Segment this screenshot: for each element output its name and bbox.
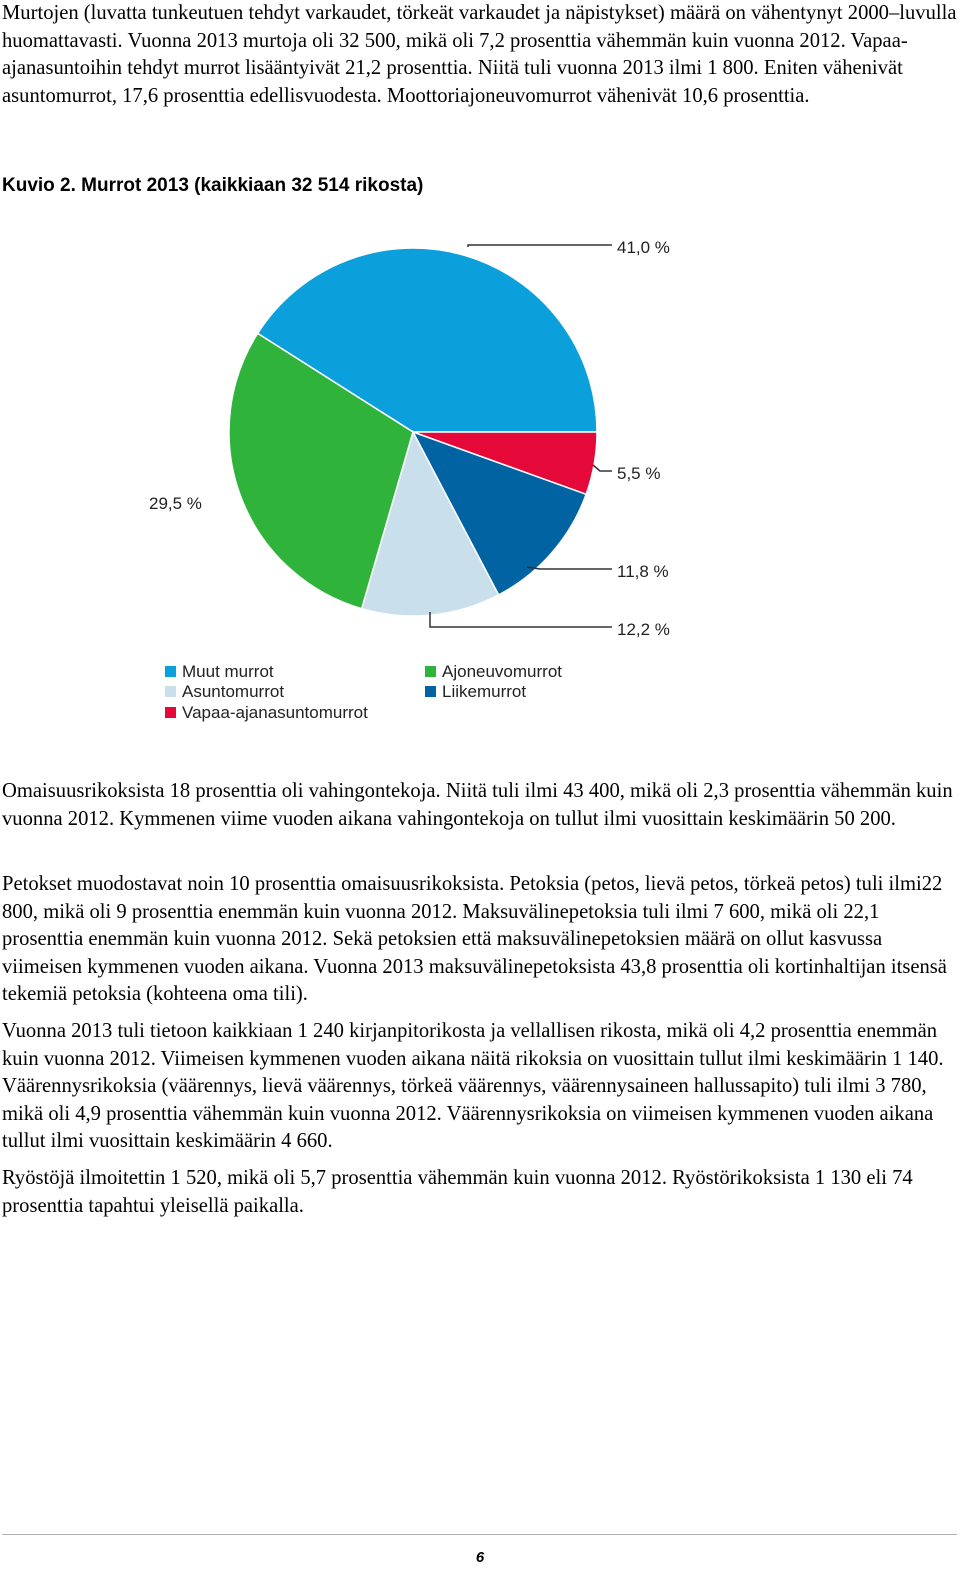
- figure-title: Kuvio 2. Murrot 2013 (kaikkiaan 32 514 rikosta): [2, 175, 424, 196]
- legend-swatch-muut-murrot: [165, 666, 176, 677]
- legend-swatch-asuntomurrot: [165, 686, 176, 697]
- leader-line-muut-murrot: [468, 245, 612, 247]
- legend-item-asuntomurrot: [165, 682, 284, 701]
- legend-label-ajoneuvomurrot: Ajoneuvomurrot: [442, 662, 563, 681]
- legend-swatch-ajoneuvomurrot: [425, 666, 436, 677]
- data-label-liikemurrot: 11,8 %: [617, 562, 669, 581]
- legend-swatch-vapaa-ajanasuntomurrot: [165, 707, 176, 718]
- accounting-crime-paragraph: Vuonna 2013 tuli tietoon kaikkiaan 1 240 kirjanpitorikosta ja vellallisen rikosta, mikä oli 4,2 prosenttia enemmän kuin vuonna 2012. Viimeisen kymmenen vuoden aikana näitä rikoksia on vuosittain tullut ilmi keskimäärin 1 140. Väärennysrikoksia (väärennys, lievä väärennys, törkeä väärennys, väärennysaineen hallussapito) tuli ilmi 3 780, mikä oli 4,9 prosenttia vähemmän kuin vuonna 2012. Väärennysrikoksia on viimeisen kymmenen vuoden aikana tullut ilmi vuosittain keskimäärin 4 660.: [2, 1020, 944, 1152]
- intro-paragraph: Murtojen (luvatta tunkeutuen tehdyt varkaudet, törkeät varkaudet ja näpistykset) määrä on vähentynyt 2000–luvulla huomattavasti. Vuonna 2013 murtoja oli 32 500, mikä oli 7,2 prosenttia vähemmän kuin vuonna 2012. Vapaa-ajanasuntoihin tehdyt murrot lisääntyivät 21,2 prosenttia. Niitä tuli vuonna 2013 ilmi 1 800. Eniten vähenivät asuntomurrot, 17,6 prosenttia edellisvuodesta. Moottoriajoneuvomurrot vähenivät 10,6 prosenttia.: [2, 2, 957, 107]
- data-label-asuntomurrot: 12,2 %: [617, 620, 670, 639]
- data-label-ajoneuvomurrot: 29,5 %: [149, 494, 202, 513]
- legend-item-ajoneuvomurrot: [425, 662, 562, 681]
- leader-line-liikemurrot: [527, 567, 612, 569]
- legend-swatch-liikemurrot: [425, 686, 436, 697]
- pie-slices: [229, 248, 597, 616]
- legend-label-liikemurrot: Liikemurrot: [442, 682, 527, 701]
- legend-label-asuntomurrot: Asuntomurrot: [182, 682, 285, 701]
- leader-line-asuntomurrot: [430, 612, 612, 627]
- vandalism-paragraph: Omaisuusrikoksista 18 prosenttia oli vahingontekoja. Niitä tuli ilmi 43 400, mikä oli 2,3 prosenttia vähemmän kuin vuonna 2012. Kymmenen viime vuoden aikana vahingontekoja on tullut ilmi vuosittain keskimäärin 50 200.: [2, 780, 953, 830]
- chart-legend: [165, 662, 562, 722]
- legend-label-vapaa-ajanasuntomurrot: Vapaa-ajanasuntomurrot: [182, 703, 368, 722]
- legend-item-muut-murrot: [165, 662, 274, 681]
- data-label-vapaa-ajanasuntomurrot: 5,5 %: [617, 464, 661, 483]
- legend-item-liikemurrot: [425, 682, 526, 701]
- footer-divider: [2, 1534, 957, 1535]
- legend-label-muut-murrot: Muut murrot: [182, 662, 274, 681]
- page-number: 6: [475, 1549, 485, 1566]
- robbery-paragraph: Ryöstöjä ilmoitettin 1 520, mikä oli 5,7 prosenttia vähemmän kuin vuonna 2012. Ryöstörikoksista 1 130 eli 74 prosenttia tapahtui yleisellä paikalla.: [2, 1167, 913, 1217]
- fraud-paragraph: Petokset muodostavat noin 10 prosenttia omaisuusrikoksista. Petoksia (petos, lievä petos, törkeä petos) tuli ilmi22 800, mikä oli 9 prosenttia enemmän kuin vuonna 2012. Maksuvälinepetoksia tuli ilmi 7 600, mikä oli 22,1 prosenttia enemmän kuin vuonna 2012. Sekä petoksien että maksuvälinepetoksien määrä on ollut kasvussa viimeisen kymmenen vuoden aikana. Vuonna 2013 maksuvälinepetoksista 43,8 prosenttia oli kortinhaltijan itsensä tekemiä petoksia (kohteena oma tili).: [2, 873, 947, 1005]
- data-label-muut-murrot: 41,0 %: [617, 238, 670, 257]
- pie-chart: [0, 215, 960, 735]
- leader-line-vapaa-ajanasuntomurrot: [593, 465, 612, 471]
- legend-item-vapaa-ajanasuntomurrot: [165, 703, 368, 722]
